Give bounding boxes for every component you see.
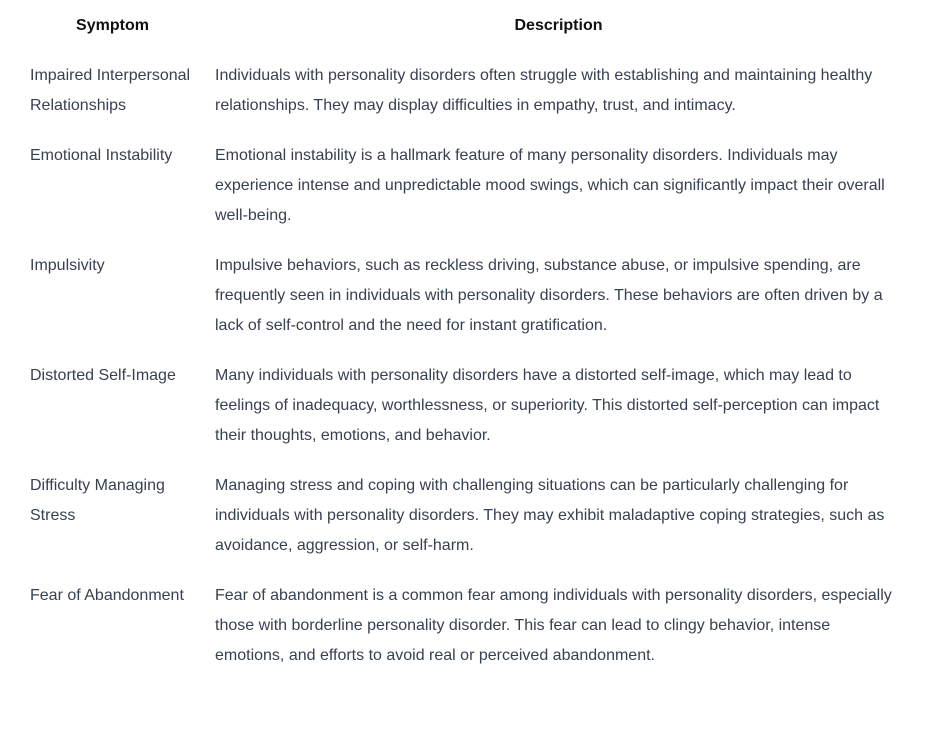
description-cell: Many individuals with personality disorders have a distorted self-image, which may lead to feelings of inadequacy, worthlessness, or superiority. This distorted self-perception can impact their thoughts, emotions, and behavior. [215, 367, 880, 444]
table-row [20, 471, 912, 581]
description-cell: Impulsive behaviors, such as reckless driving, substance abuse, or impulsive spending, are frequently seen in individuals with personality disorders. These behaviors are often driven by a lack of self-control and the need for instant gratification. [215, 257, 883, 334]
symptom-cell: Emotional Instability [30, 147, 173, 164]
description-cell: Emotional instability is a hallmark feature of many personality disorders. Individuals may experience intense and unpredictable mood swings, which can significantly impact their overall well-being. [215, 147, 885, 224]
symptom-cell: Fear of Abandonment [30, 587, 184, 604]
symptom-cell: Impaired Interpersonal Relationships [30, 67, 191, 114]
description-cell: Managing stress and coping with challenging situations can be particularly challenging for individuals with personality disorders. They may exhibit maladaptive coping strategies, such as avoidance, aggression, or self-harm. [215, 477, 885, 554]
table-row [20, 581, 912, 691]
description-cell: Individuals with personality disorders often struggle with establishing and maintaining healthy relationships. They may display difficulties in empathy, trust, and intimacy. [215, 67, 873, 114]
table-header-row [20, 5, 912, 61]
description-cell: Fear of abandonment is a common fear among individuals with personality disorders, especially those with borderline personality disorder. This fear can lead to clingy behavior, intense emotions, and efforts to avoid real or perceived abandonment. [215, 587, 892, 664]
table-row [20, 141, 912, 251]
table-row [20, 61, 912, 141]
header-description: Description [514, 17, 603, 34]
header-symptom: Symptom [76, 17, 149, 34]
symptom-cell: Impulsivity [30, 257, 105, 274]
table-row [20, 361, 912, 471]
symptoms-table [20, 5, 912, 691]
symptom-cell: Difficulty Managing Stress [30, 477, 165, 524]
table-row [20, 251, 912, 361]
symptom-cell: Distorted Self-Image [30, 367, 176, 384]
